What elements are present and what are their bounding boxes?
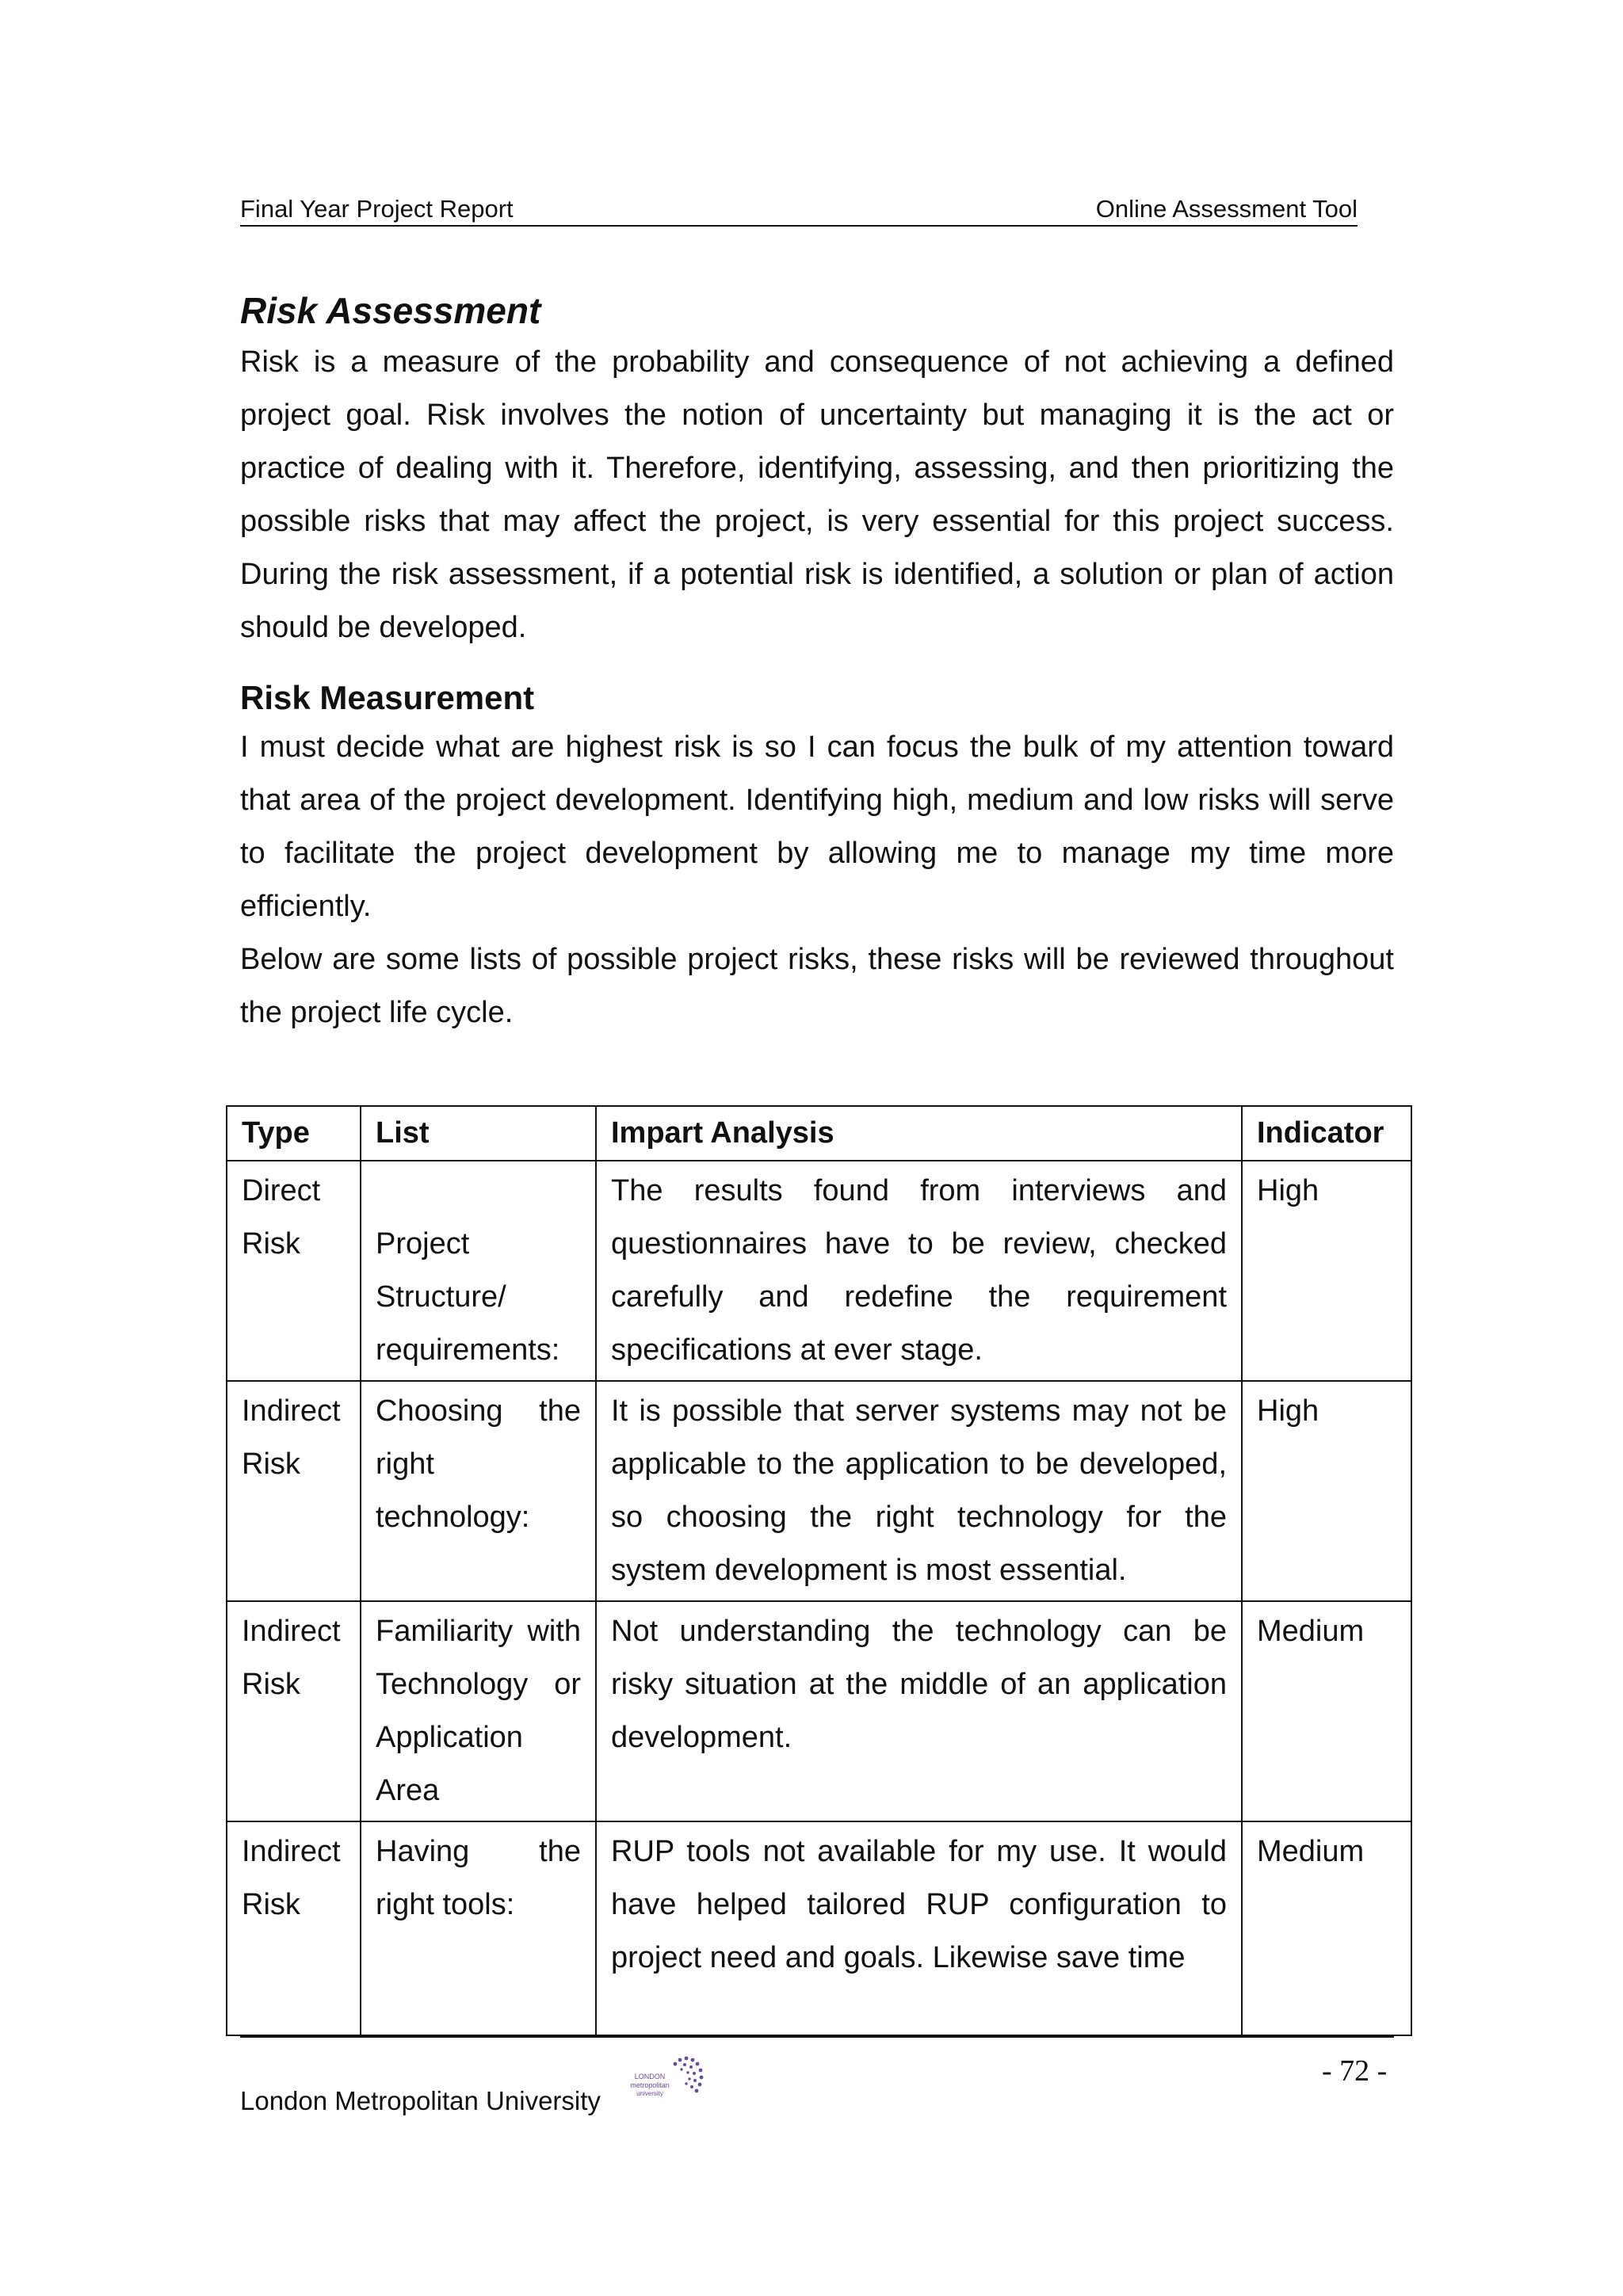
cell-type: Indirect Risk [227,1821,361,2035]
cell-type: Indirect Risk [227,1601,361,1821]
cell-list: Choosing the right technology: [361,1381,596,1601]
header-left-title: Final Year Project Report [240,195,514,223]
table-row [227,1821,1411,2035]
column-header-type: Type [227,1106,361,1161]
column-header-analysis: Impart Analysis [596,1106,1242,1161]
cell-analysis: It is possible that server systems may not be applicable to the application to be developed, so choosing the right technology for the system development is most essential. [596,1381,1242,1601]
cell-analysis: The results found from interviews and questionnaires have to be review, checked carefully and redefine the requirement specifications at ever stage. [596,1161,1242,1381]
cell-indicator: High [1242,1381,1411,1601]
svg-text:university: university [636,2090,663,2097]
cell-indicator: Medium [1242,1821,1411,2035]
cell-list: Project Structure/ requirements: [361,1161,596,1381]
risk-table [226,1105,1412,2036]
cell-indicator: High [1242,1161,1411,1381]
footer-divider [240,2036,1394,2038]
header-right-title: Online Assessment Tool [1095,195,1358,223]
table-row [227,1161,1411,1381]
cell-type: Indirect Risk [227,1381,361,1601]
page-number: - 72 - [1322,2054,1388,2088]
university-logo-icon [618,2054,713,2109]
cell-indicator: Medium [1242,1601,1411,1821]
svg-text:LONDON: LONDON [634,2073,666,2081]
column-header-indicator: Indicator [1242,1106,1411,1161]
cell-analysis: Not understanding the technology can be risky situation at the middle of an application development. [596,1601,1242,1821]
risk-measurement-paragraph-1: I must decide what are highest risk is so I can focus the bulk of my attention toward that area of the project development. Identifying high, medium and low risks will serve to facilitate the project development by allowing me to manage my time more efficiently. [240,730,1394,923]
cell-list: Familiarity with Technology or Application Area [361,1601,596,1821]
risk-measurement-paragraph-2: Below are some lists of possible project risks, these risks will be reviewed throughout the project life cycle. [240,943,1394,1029]
cell-analysis: RUP tools not available for my use. It would have helped tailored RUP configuration to project need and goals. Likewise save time [596,1821,1242,2035]
table-header-row [227,1106,1411,1161]
svg-text:metropolitan: metropolitan [630,2081,670,2089]
cell-type: Direct Risk [227,1161,361,1381]
cell-list: Having the right tools: [361,1821,596,2035]
table-row [227,1381,1411,1601]
column-header-list: List [361,1106,596,1161]
table-row [227,1601,1411,1821]
footer-university: London Metropolitan University [240,2086,601,2115]
running-header [240,193,1358,227]
main-content [240,285,1394,1039]
subsection-title: Risk Measurement [240,679,535,716]
section-title: Risk Assessment [240,290,541,331]
risk-assessment-paragraph: Risk is a measure of the probability and consequence of not achieving a defined project goal. Risk involves the notion of uncertainty but managing it is the act or practice of dealing with it. Therefore, identifying, assessing, and then prioritizing the possible risks that may affect the project, is very essential for this project success. During the risk assessment, if a potential risk is identified, a solution or plan of action should be developed. [240,345,1394,644]
